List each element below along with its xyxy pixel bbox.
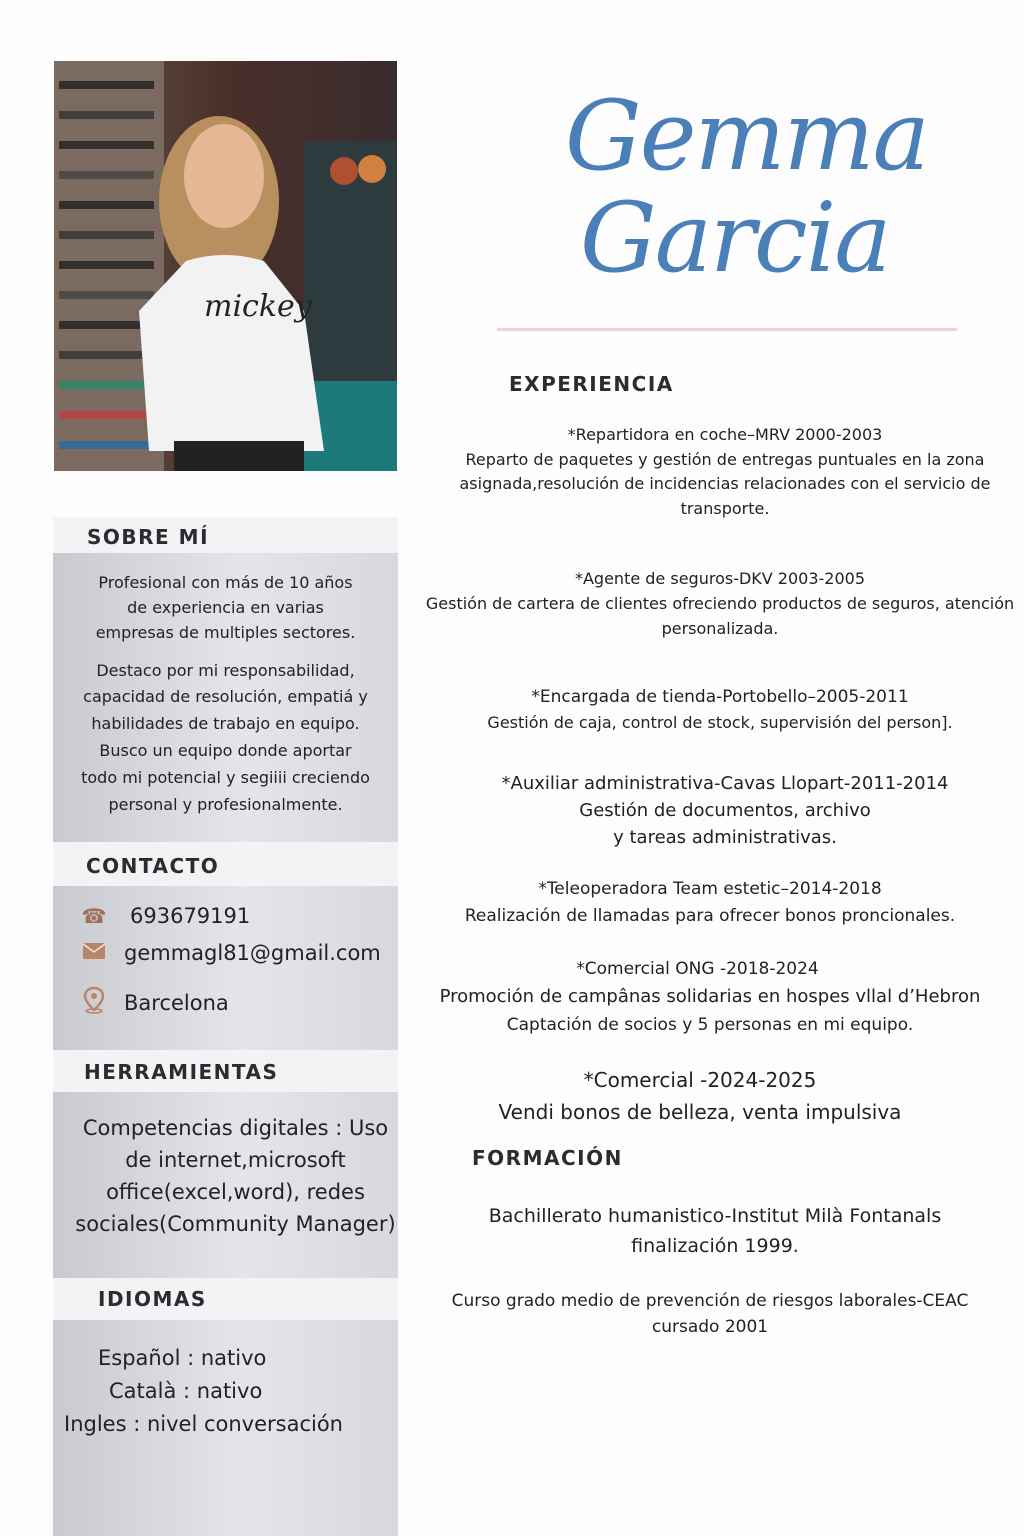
job-entry	[420, 770, 1024, 851]
education-detail: finalización 1999.	[631, 1235, 799, 1257]
about-line: Busco un equipo donde aportar	[99, 741, 352, 760]
about-line: habilidades de trabajo en equipo.	[91, 714, 360, 733]
education-entry	[410, 1288, 1010, 1340]
languages-list	[64, 1342, 343, 1441]
location-text: Barcelona	[124, 990, 229, 1015]
job-desc: y tareas administrativas.	[613, 827, 837, 848]
job-title: *Repartidora en coche–MRV 2000-2003	[567, 425, 883, 444]
language-item: Español : nativo	[98, 1346, 267, 1370]
job-desc: Captación de socios y 5 personas en mi equipo.	[506, 1015, 914, 1035]
job-entry	[420, 423, 1024, 521]
education-detail: cursado 2001	[651, 1317, 769, 1337]
job-title: *Teleoperadora Team estetic–2014-2018	[538, 879, 882, 899]
location-icon	[80, 986, 108, 1019]
job-desc: personalizada.	[661, 619, 779, 638]
tools-line: Competencias digitales : Uso	[82, 1116, 389, 1140]
tools-line: de internet,microsoft	[125, 1148, 346, 1172]
last-name: Garcia	[580, 182, 890, 294]
job-entry	[420, 566, 1020, 641]
job-title: *Auxiliar administrativa-Cavas Llopart-2011-2014	[501, 773, 949, 794]
mail-icon	[80, 941, 108, 965]
job-title: *Agente de seguros-DKV 2003-2005	[574, 569, 866, 588]
tools-line: office(excel,word), redes	[106, 1180, 365, 1204]
contact-location	[80, 986, 229, 1019]
job-desc: Gestión de documentos, archivo	[579, 800, 871, 821]
about-heading: SOBRE MÍ	[87, 525, 210, 549]
contact-heading-bar	[53, 842, 398, 886]
email-address: gemmagl81@gmail.com	[124, 941, 381, 965]
phone-number: 693679191	[130, 904, 251, 928]
job-desc: asignada,resolución de incidencias relacionades con el servicio de	[459, 474, 991, 493]
education-title: Bachillerato humanistico-Institut Milà Fontanals	[488, 1205, 942, 1227]
job-entry	[410, 876, 1010, 930]
education-title: Curso grado medio de prevención de riesgos laborales-CEAC	[451, 1291, 969, 1311]
job-desc: Gestión de cartera de clientes ofreciendo productos de seguros, atención	[425, 594, 1015, 613]
experience-heading: EXPERIENCIA	[509, 372, 674, 396]
contact-email	[80, 941, 381, 965]
tools-line: sociales(Community Manager)	[75, 1212, 396, 1236]
job-title: *Comercial -2024-2025	[583, 1068, 817, 1092]
about-text	[53, 570, 398, 818]
tools-heading-bar	[53, 1050, 398, 1092]
job-title: *Comercial ONG -2018-2024	[576, 959, 819, 979]
languages-heading-bar	[53, 1278, 398, 1320]
job-desc: Gestión de caja, control de stock, supervisión del person].	[487, 713, 953, 732]
about-line: de experiencia en varias	[127, 598, 324, 617]
language-item: Català : nativo	[109, 1379, 263, 1403]
profile-photo	[54, 61, 397, 471]
about-line: Destaco por mi responsabilidad,	[96, 661, 355, 680]
tools-text	[53, 1112, 418, 1240]
first-name: Gemma	[565, 80, 928, 192]
about-heading-bar	[53, 517, 398, 553]
job-desc: Realización de llamadas para ofrecer bonos proncionales.	[464, 906, 956, 926]
contact-phone	[80, 904, 250, 928]
job-desc: Promoción de campânas solidarias en hospes vllal d’Hebron	[439, 986, 981, 1007]
about-line: todo mi potencial y segiiii creciendo	[81, 768, 370, 787]
svg-text:mickey: mickey	[204, 289, 312, 324]
language-item: Ingles : nivel conversación	[64, 1412, 343, 1436]
job-desc: transporte.	[680, 498, 770, 518]
education-heading: FORMACIÓN	[472, 1146, 623, 1170]
job-title: *Encargada de tienda-Portobello–2005-2011	[531, 687, 909, 707]
phone-icon: ☎	[81, 904, 107, 928]
about-line: Profesional con más de 10 años	[98, 573, 353, 592]
languages-heading: IDIOMAS	[98, 1287, 207, 1311]
education-entry	[415, 1201, 1015, 1261]
about-line: empresas de multiples sectores.	[95, 623, 356, 642]
name-divider	[497, 328, 957, 331]
about-line: capacidad de resolución, empatiá y	[83, 687, 368, 706]
tools-heading: HERRAMIENTAS	[84, 1060, 279, 1084]
job-entry	[400, 1064, 1000, 1128]
job-desc: Vendi bonos de belleza, venta impulsiva	[498, 1100, 902, 1124]
job-desc: Reparto de paquetes y gestión de entregas puntuales en la zona	[465, 449, 985, 469]
job-entry	[420, 684, 1020, 736]
contact-heading: CONTACTO	[86, 854, 220, 878]
about-line: personal y profesionalmente.	[108, 795, 343, 814]
job-entry	[410, 955, 1010, 1039]
